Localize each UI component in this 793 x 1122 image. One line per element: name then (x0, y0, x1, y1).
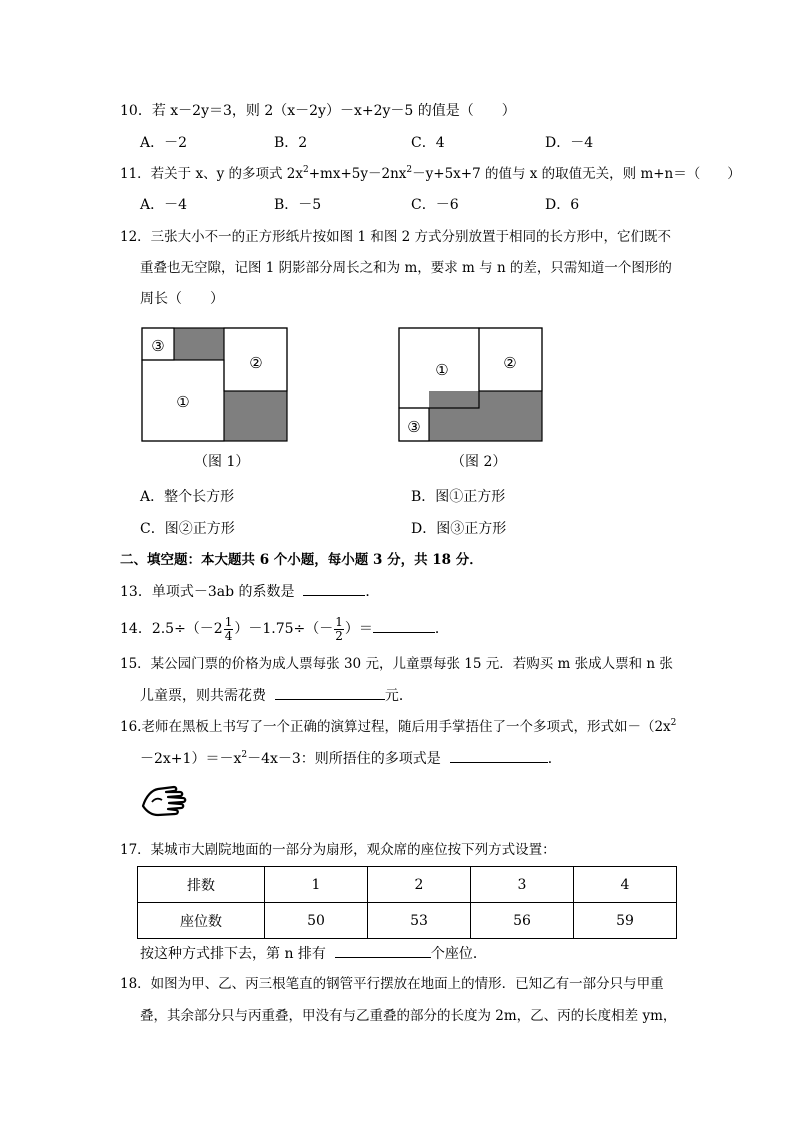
q16-sup-2: 2 (241, 750, 248, 760)
q14-fraction-1 (224, 616, 234, 643)
table-row (138, 903, 677, 939)
table-cell: 座位数 (138, 903, 265, 939)
q17-answer-blank[interactable] (335, 943, 431, 958)
q14 (120, 614, 449, 644)
q16-sup-1: 2 (670, 718, 677, 728)
fig1-caption: （图 1） (194, 454, 250, 470)
fig2-shade (429, 391, 542, 441)
q16-line-2-a: －2x+1）＝－x (140, 751, 242, 767)
q14-answer-blank[interactable] (373, 618, 435, 633)
q18-line-2: 叠，其余部分只与丙重叠，甲没有与乙重叠的部分的长度为 2m，乙、丙的长度相差 ym， (140, 1008, 677, 1024)
q13-text: 13．单项式－3ab 的系数是 (120, 584, 295, 600)
table-cell: 56 (471, 903, 574, 939)
q15-line-2 (140, 685, 413, 706)
q18-line-1: 18．如图为甲、乙、丙三根笔直的钢管平行摆放在地面上的情形．已知乙有一部分只与甲重 (120, 976, 664, 992)
table-row (138, 867, 677, 903)
q10-option-b: B．2 (274, 135, 308, 151)
q11-sup-1: 2 (303, 165, 309, 175)
q11-option-c: C．－6 (411, 197, 459, 213)
q11-option-d: D．6 (545, 197, 580, 213)
q14-fraction-2-num: 1 (335, 614, 343, 629)
table-header-cell: 1 (265, 867, 368, 903)
fig2-caption: （图 2） (451, 454, 507, 470)
q17-stem: 17．某城市大剧院地面的一部分为扇形，观众席的座位按下列方式设置： (120, 842, 556, 858)
fig1-shade-bottom (224, 391, 287, 441)
q12-option-d: D．图③正方形 (411, 521, 507, 537)
table-cell: 53 (368, 903, 471, 939)
fig2-label-3: ③ (407, 418, 421, 436)
q12-option-c: C．图②正方形 (140, 521, 235, 537)
fig1-label-3: ③ (151, 337, 165, 355)
q12-line-3: 周长（ ） (140, 291, 224, 307)
q15-end: 元． (384, 688, 413, 704)
q14-part-a: 14．2.5÷（－2 (120, 621, 223, 637)
q17-after (140, 943, 487, 964)
q15-text: 儿童票，则共需花费 (140, 688, 266, 704)
fig1-shade-top (174, 328, 224, 360)
q16-answer-blank[interactable] (450, 748, 548, 763)
table-cell: 50 (265, 903, 368, 939)
table-header-cell: 4 (574, 867, 677, 903)
q15-answer-blank[interactable] (275, 685, 385, 700)
q11-stem (120, 164, 741, 184)
fig2-label-2: ② (503, 354, 517, 372)
q12-line-2: 重叠也无空隙，记图 1 阴影部分周长之和为 m，要求 m 与 n 的差，只需知道一个图形的 (140, 260, 672, 276)
q12-option-a: A．整个长方形 (140, 489, 235, 505)
q11-option-b: B．－5 (274, 197, 322, 213)
table-header-cell: 排数 (138, 867, 265, 903)
q14-fraction-2-den: 2 (335, 628, 343, 643)
q16-line-2-b: －4x－3：则所捂住的多项式是 (247, 751, 441, 767)
q17-after-a: 按这种方式排下去，第 n 排有 (140, 946, 326, 962)
q13-end: ． (365, 584, 380, 600)
hand-icon (140, 784, 188, 822)
q13 (120, 581, 379, 602)
section-2-heading: 二、填空题：本大题共 6 个小题，每小题 3 分，共 18 分． (120, 552, 483, 568)
q13-answer-blank[interactable] (303, 581, 365, 596)
q16-line-2 (140, 748, 562, 769)
figure-2 (397, 326, 547, 444)
table-header-cell: 3 (471, 867, 574, 903)
q12-option-b: B．图①正方形 (411, 489, 506, 505)
q10-option-c: C．4 (411, 135, 445, 151)
q11-stem-a: 11．若关于 x、y 的多项式 2x (120, 166, 303, 182)
q14-part-b: ）－1.75÷（－ (234, 621, 334, 637)
q16-line-1-text: 16.老师在黑板上书写了一个正确的演算过程，随后用手掌捂住了一个多项式，形式如－（2x (120, 719, 671, 735)
figure-1 (140, 326, 292, 444)
q14-fraction-1-den: 4 (224, 628, 233, 643)
q14-fraction-2 (334, 616, 344, 643)
q10-stem: 10．若 x－2y＝3，则 2（x－2y）－x+2y－5 的值是（ ） (120, 103, 516, 119)
q16-end: ． (547, 751, 562, 767)
q15-line-1: 15．某公园门票的价格为成人票每张 30 元，儿童票每张 15 元．若购买 m 张成人票和 n 张 (120, 656, 673, 672)
fig1-label-2: ② (249, 354, 263, 372)
q16-line-1 (120, 717, 676, 737)
q12-line-1: 12．三张大小不一的正方形纸片按如图 1 和图 2 方式分别放置于相同的长方形中，它们既不 (120, 229, 672, 245)
q14-fraction-1-num: 1 (224, 614, 233, 629)
q11-stem-b: +mx+5y－2nx (308, 166, 407, 182)
q17-after-b: 个座位． (430, 946, 487, 962)
q11-sup-2: 2 (406, 165, 413, 175)
table-cell: 59 (574, 903, 677, 939)
fig1-label-1: ① (176, 393, 190, 411)
q14-end: ． (434, 621, 449, 637)
q10-option-a: A．－2 (140, 135, 188, 151)
q11-option-a: A．－4 (140, 197, 188, 213)
table-header-cell: 2 (368, 867, 471, 903)
q11-stem-c: －y+5x+7 的值与 x 的取值无关，则 m+n＝（ ） (412, 166, 741, 182)
q10-option-d: D．－4 (545, 135, 594, 151)
q14-part-c: ）＝ (344, 621, 373, 637)
q17-seat-table (137, 866, 677, 939)
fig2-label-1: ① (435, 361, 449, 379)
